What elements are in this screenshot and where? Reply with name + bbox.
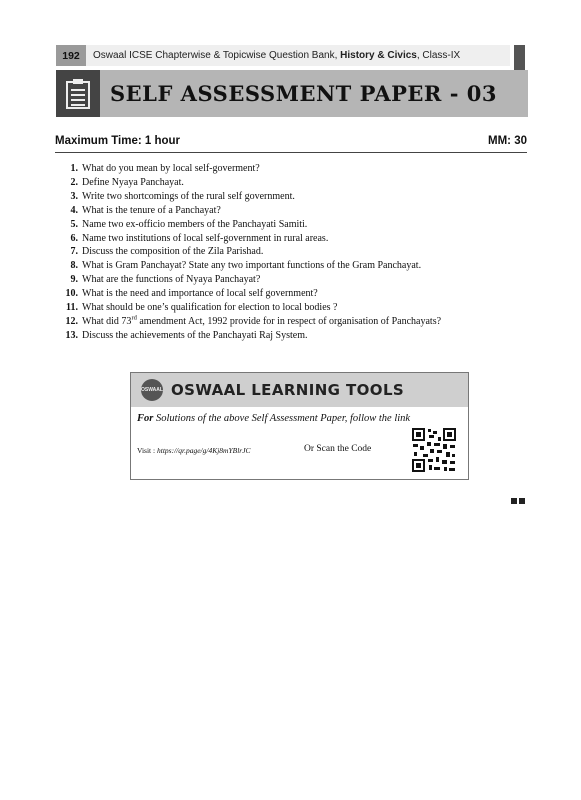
question-item — [60, 245, 500, 259]
question-item — [60, 273, 500, 287]
qr-code-icon[interactable] — [411, 427, 457, 473]
question-text: What is the tenure of a Panchayat? — [82, 204, 221, 216]
ordinal-suffix: rd — [131, 314, 137, 322]
question-number: 3 . — [60, 190, 78, 204]
question-number: 10 . — [60, 287, 78, 301]
question-item — [60, 287, 500, 301]
learning-tools-box — [130, 372, 469, 480]
max-time: Maximum Time: 1 hour — [55, 135, 181, 147]
page-number: 192 — [56, 45, 86, 66]
oswaal-logo: OSWAAL — [141, 379, 163, 401]
question-text: Define Nyaya Panchayat. — [82, 176, 184, 188]
section-banner — [56, 70, 528, 117]
question-number: 12 . — [60, 315, 78, 329]
question-text: Name two ex-officio members of the Panchayati Samiti. — [82, 218, 308, 230]
question-item — [60, 218, 500, 232]
header-text-prefix: Oswaal ICSE Chapterwise & Topicwise Question Bank, — [93, 50, 341, 61]
header-subject: History & Civics — [340, 50, 417, 61]
header-title — [93, 50, 460, 61]
max-marks: MM: 30 — [488, 135, 527, 147]
divider — [55, 152, 527, 153]
question-text-part: What did 73 — [82, 315, 132, 327]
question-text: Write two shortcomings of the rural self government. — [82, 190, 295, 202]
question-item — [60, 204, 500, 218]
question-item — [60, 162, 500, 176]
question-item — [60, 259, 500, 273]
question-number: 13 . — [60, 329, 78, 343]
question-text: What should be one’s qualification for election to local bodies ? — [82, 302, 338, 314]
paper-title: SELF ASSESSMENT PAPER - 03 — [110, 81, 497, 106]
question-number: 9 . — [60, 273, 78, 287]
scan-instruction: Or Scan the Code — [304, 444, 372, 454]
solutions-note-lead: For — [137, 413, 154, 424]
question-number: 1 . — [60, 162, 78, 176]
question-number: 6 . — [60, 232, 78, 246]
question-item — [60, 315, 500, 329]
question-text-part: amendment Act, 1992 provide for in respect of organisation of Panchayats? — [136, 315, 442, 327]
clipboard-list-icon — [56, 70, 100, 117]
question-text: What is Gram Panchayat? State any two important functions of the Gram Panchayat. — [82, 260, 422, 272]
question-number: 7 . — [60, 245, 78, 259]
visit-line — [137, 446, 251, 455]
question-text: What is the need and importance of local self government? — [82, 288, 318, 300]
visit-label: Visit : — [137, 446, 157, 455]
end-mark-square — [519, 498, 525, 504]
running-header — [56, 45, 510, 66]
question-text: What do you mean by local self-goverment? — [82, 163, 260, 174]
question-list — [60, 162, 500, 343]
question-number: 4 . — [60, 204, 78, 218]
question-text: Discuss the composition of the Zila Parishad. — [82, 246, 264, 258]
question-number: 11 . — [60, 301, 78, 315]
end-mark-square — [511, 498, 517, 504]
learning-tools-title: OSWAAL LEARNING TOOLS — [171, 381, 405, 399]
solutions-note-text: Solutions of the above Self Assessment Paper, follow the link — [153, 413, 411, 424]
solutions-note — [137, 413, 410, 424]
learning-tools-header — [131, 373, 468, 407]
question-text: Discuss the achievements of the Panchayati Raj System. — [82, 329, 308, 341]
page-end-mark — [511, 498, 525, 504]
question-number: 5 . — [60, 218, 78, 232]
question-item — [60, 232, 500, 246]
paper-meta — [55, 135, 527, 147]
question-item — [60, 329, 500, 343]
solutions-link[interactable]: https://qr.page/g/4Kj8mYBlrJC — [156, 446, 251, 455]
question-text: What are the functions of Nyaya Panchayat? — [82, 274, 261, 286]
question-number: 2 . — [60, 176, 78, 190]
question-item — [60, 301, 500, 315]
question-text — [82, 315, 441, 329]
question-item — [60, 190, 500, 204]
question-text: Name two institutions of local self-government in rural areas. — [82, 232, 329, 244]
question-item — [60, 176, 500, 190]
header-class: , Class-IX — [416, 50, 461, 61]
question-number: 8 . — [60, 259, 78, 273]
